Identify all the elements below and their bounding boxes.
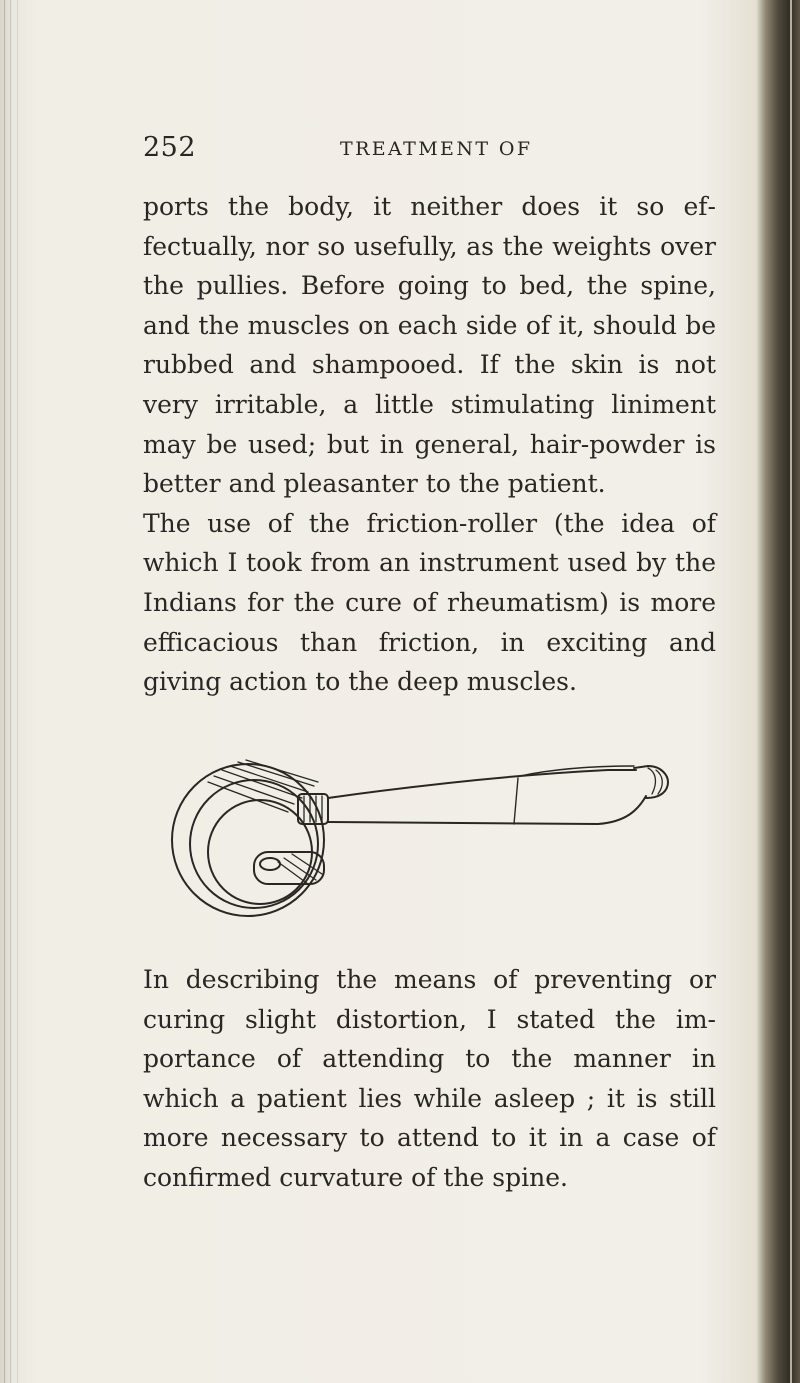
binding-line	[10, 0, 11, 1383]
binding-line	[17, 0, 18, 1383]
friction-roller-illustration	[168, 752, 708, 930]
paragraph-continued: ports the body, it neither does it so effectually, nor so usefully, as the weights over the pullies. Before going to bed, the spine, and the muscles on each side of it, should be rubbed and shampooed. If the skin is not very irritable, a little stimulating liniment may be used; but in general, hair-powder is better and pleasanter to the patient.	[143, 192, 716, 499]
roller-axle	[260, 858, 280, 870]
text-block-bottom	[143, 960, 716, 1198]
binding-shadow	[0, 0, 26, 1383]
handle-shaft-top	[328, 770, 636, 798]
handle-shaft-bottom	[328, 796, 646, 824]
running-head	[143, 132, 723, 172]
text-block-top	[143, 187, 716, 702]
page-edge	[756, 0, 800, 1383]
binding-line	[4, 0, 5, 1383]
running-title: TREATMENT OF	[340, 138, 533, 160]
roller-outer-ring	[172, 764, 324, 916]
paragraph-distortion: In describing the means of preventing or curing slight distortion, I stated the importance of attending to the manner in which a patient lies while asleep ; it is still more necessary to attend to it in a case of confirmed curvature of the spine.	[143, 965, 716, 1192]
paragraph-friction-roller: The use of the friction-roller (the idea of which I took from an instrument used by the Indians for the cure of rheumatism) is more efficacious than friction, in exciting and giving action to the deep muscles.	[143, 508, 716, 697]
page-number: 252	[143, 132, 197, 163]
page-edge-highlight	[790, 0, 792, 1383]
